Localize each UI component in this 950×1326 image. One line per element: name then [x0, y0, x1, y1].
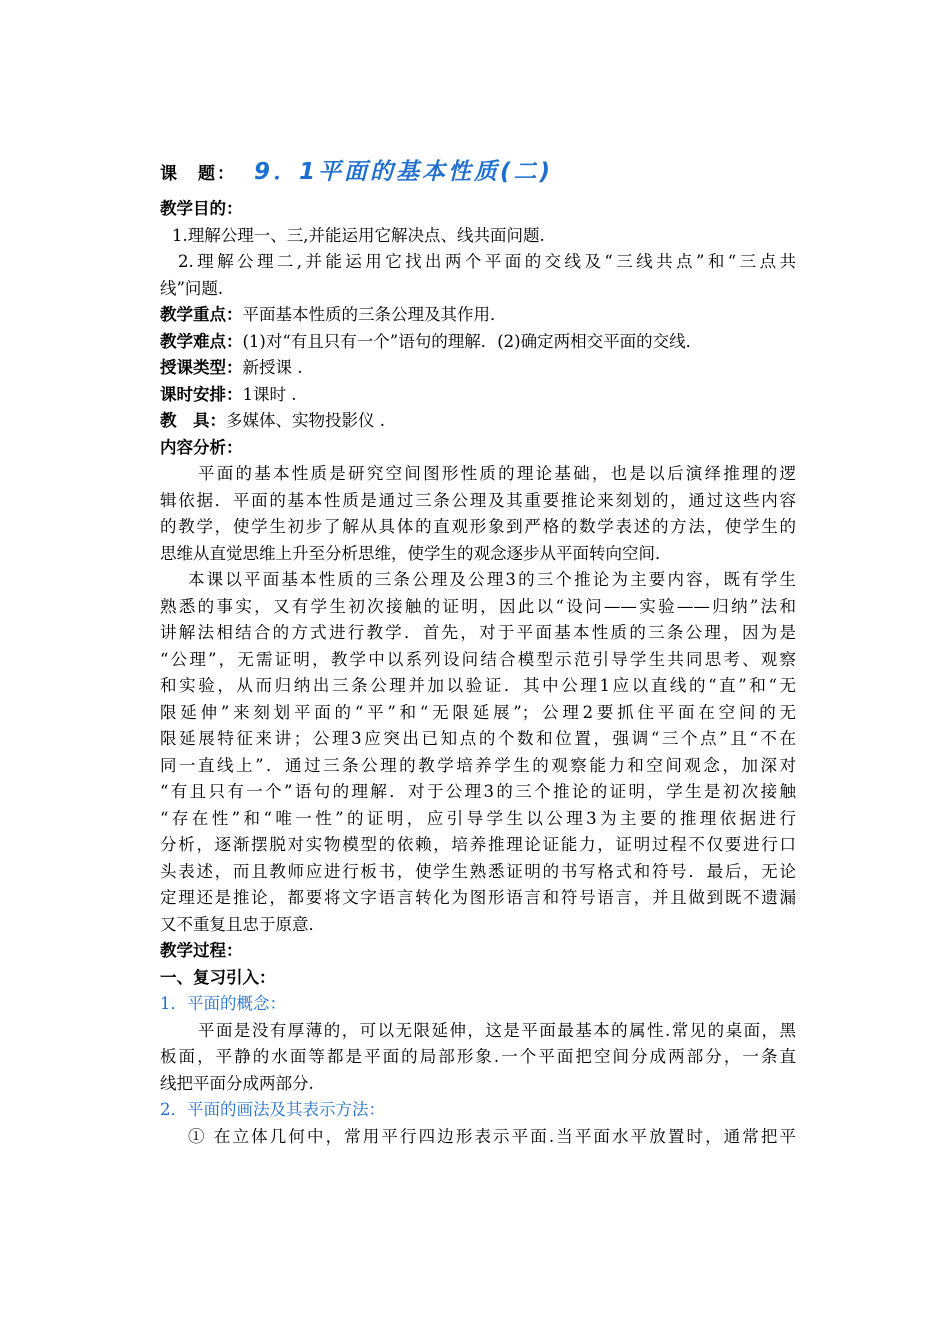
- analysis-p2-line: 定理还是推论，都要将文字语言转化为图形语言和符号语言，并且做到既不遗漏: [160, 888, 796, 907]
- subsection-heading: 2．平面的画法及其表示方法：: [160, 1100, 385, 1119]
- type-text: 新授课 .: [242, 358, 303, 377]
- analysis-p2-line: 本课以平面基本性质的三条公理及公理3的三个推论为主要内容，既有学生: [188, 570, 796, 589]
- difficulty-row: [160, 329, 796, 356]
- goal-line-3: 线”问题.: [160, 278, 224, 298]
- focus-label: 教学重点：: [160, 305, 243, 324]
- section-heading: 一、复习引入：: [160, 967, 276, 987]
- goal-line-1: 1.理解公理一、三,并能运用它解决点、线共面问题.: [172, 225, 545, 245]
- difficulty-label: 教学难点：: [160, 331, 243, 351]
- analysis-p1-line: 思维从直觉思维上升至分析思维，使学生的观念逐步从平面转向空间．: [160, 543, 672, 563]
- sub1-line: 板面，平静的水面等都是平面的局部形象.一个平面把空间分成两部分，一条直: [160, 1047, 796, 1066]
- analysis-p2-line: 分析，逐渐摆脱对实物模型的依赖，培养推理论证能力，证明过程不仅要进行口: [160, 835, 796, 854]
- hours-label: 课时安排：: [160, 384, 243, 404]
- tools-label: 教 具：: [160, 411, 226, 430]
- document-body: [160, 152, 796, 1150]
- analysis-p2-line: 同一直线上”．通过三条公理的教学培养学生的观察能力和空间观念，加深对: [160, 755, 796, 775]
- sub1-line: 线把平面分成两部分.: [160, 1073, 314, 1093]
- goal-label: 教学目的：: [160, 199, 243, 218]
- tools-row: [160, 408, 796, 435]
- process-label: 教学过程：: [160, 941, 243, 960]
- hours-row: [160, 382, 796, 409]
- analysis-label: 内容分析：: [160, 437, 243, 457]
- lesson-title: 9．1平面的基本性质(二): [254, 159, 554, 185]
- subsection-heading: 1．平面的概念：: [160, 994, 286, 1013]
- analysis-p1-line: 的教学，使学生初步了解从具体的直观形象到严格的数学表述的方法，使学生的: [160, 517, 796, 536]
- goal-line-2: 2.理解公理二,并能运用它找出两个平面的交线及“三线共点”和“三点共: [178, 252, 796, 271]
- type-label: 授课类型：: [160, 358, 243, 377]
- analysis-p2-line: 熟悉的事实，又有学生初次接触的证明，因此以“设问——实验——归纳”法和: [160, 596, 796, 616]
- analysis-p2-line: 讲解法相结合的方式进行教学．首先，对于平面基本性质的三条公理，因为是: [160, 623, 796, 642]
- focus-row: [160, 302, 796, 329]
- tools-text: 多媒体、实物投影仪 .: [226, 411, 385, 430]
- difficulty-text: (1)对“有且只有一个”语句的理解．(2)确定两相交平面的交线．: [242, 331, 703, 351]
- focus-text: 平面基本性质的三条公理及其作用．: [242, 305, 507, 324]
- analysis-p2-line: 和实验，从而归纳出三条公理并加以验证．其中公理1应以直线的“直”和“无: [160, 676, 796, 695]
- analysis-p1-line: 平面的基本性质是研究空间图形性质的理论基础，也是以后演绎推理的逻: [198, 464, 796, 483]
- hours-text: 1课时 .: [242, 384, 297, 404]
- analysis-p2-line: 又不重复且忠于原意．: [160, 914, 325, 934]
- analysis-p2-line: 头表述，而且教师应进行板书，使学生熟悉证明的书写格式和符号．最后，无论: [160, 861, 796, 881]
- analysis-p2-line: “有且只有一个”语句的理解．对于公理3的三个推论的证明，学生是初次接触: [160, 782, 796, 801]
- analysis-p2-line: 限延伸”来刻划平面的“平”和“无限延展”；公理2要抓住平面在空间的无: [160, 702, 796, 722]
- title-label: 课 题：: [160, 164, 236, 184]
- sub1-line: 平面是没有厚薄的，可以无限延伸，这是平面最基本的属性.常见的桌面，黑: [198, 1020, 796, 1040]
- type-row: [160, 355, 796, 382]
- analysis-p2-line: 限延展特征来讲；公理3应突出已知点的个数和位置，强调“三个点”且“不在: [160, 729, 796, 748]
- sub2-line: ① 在立体几何中，常用平行四边形表示平面.当平面水平放置时，通常把平: [188, 1126, 796, 1146]
- analysis-p1-line: 辑依据．平面的基本性质是通过三条公理及其重要推论来刻划的，通过这些内容: [160, 490, 796, 510]
- analysis-p2-line: “公理”，无需证明，教学中以系列设问结合模型示范引导学生共同思考、观察: [160, 649, 796, 669]
- title-row: [160, 152, 796, 192]
- analysis-p2-line: “存在性”和“唯一性”的证明，应引导学生以公理3为主要的推理依据进行: [160, 808, 796, 828]
